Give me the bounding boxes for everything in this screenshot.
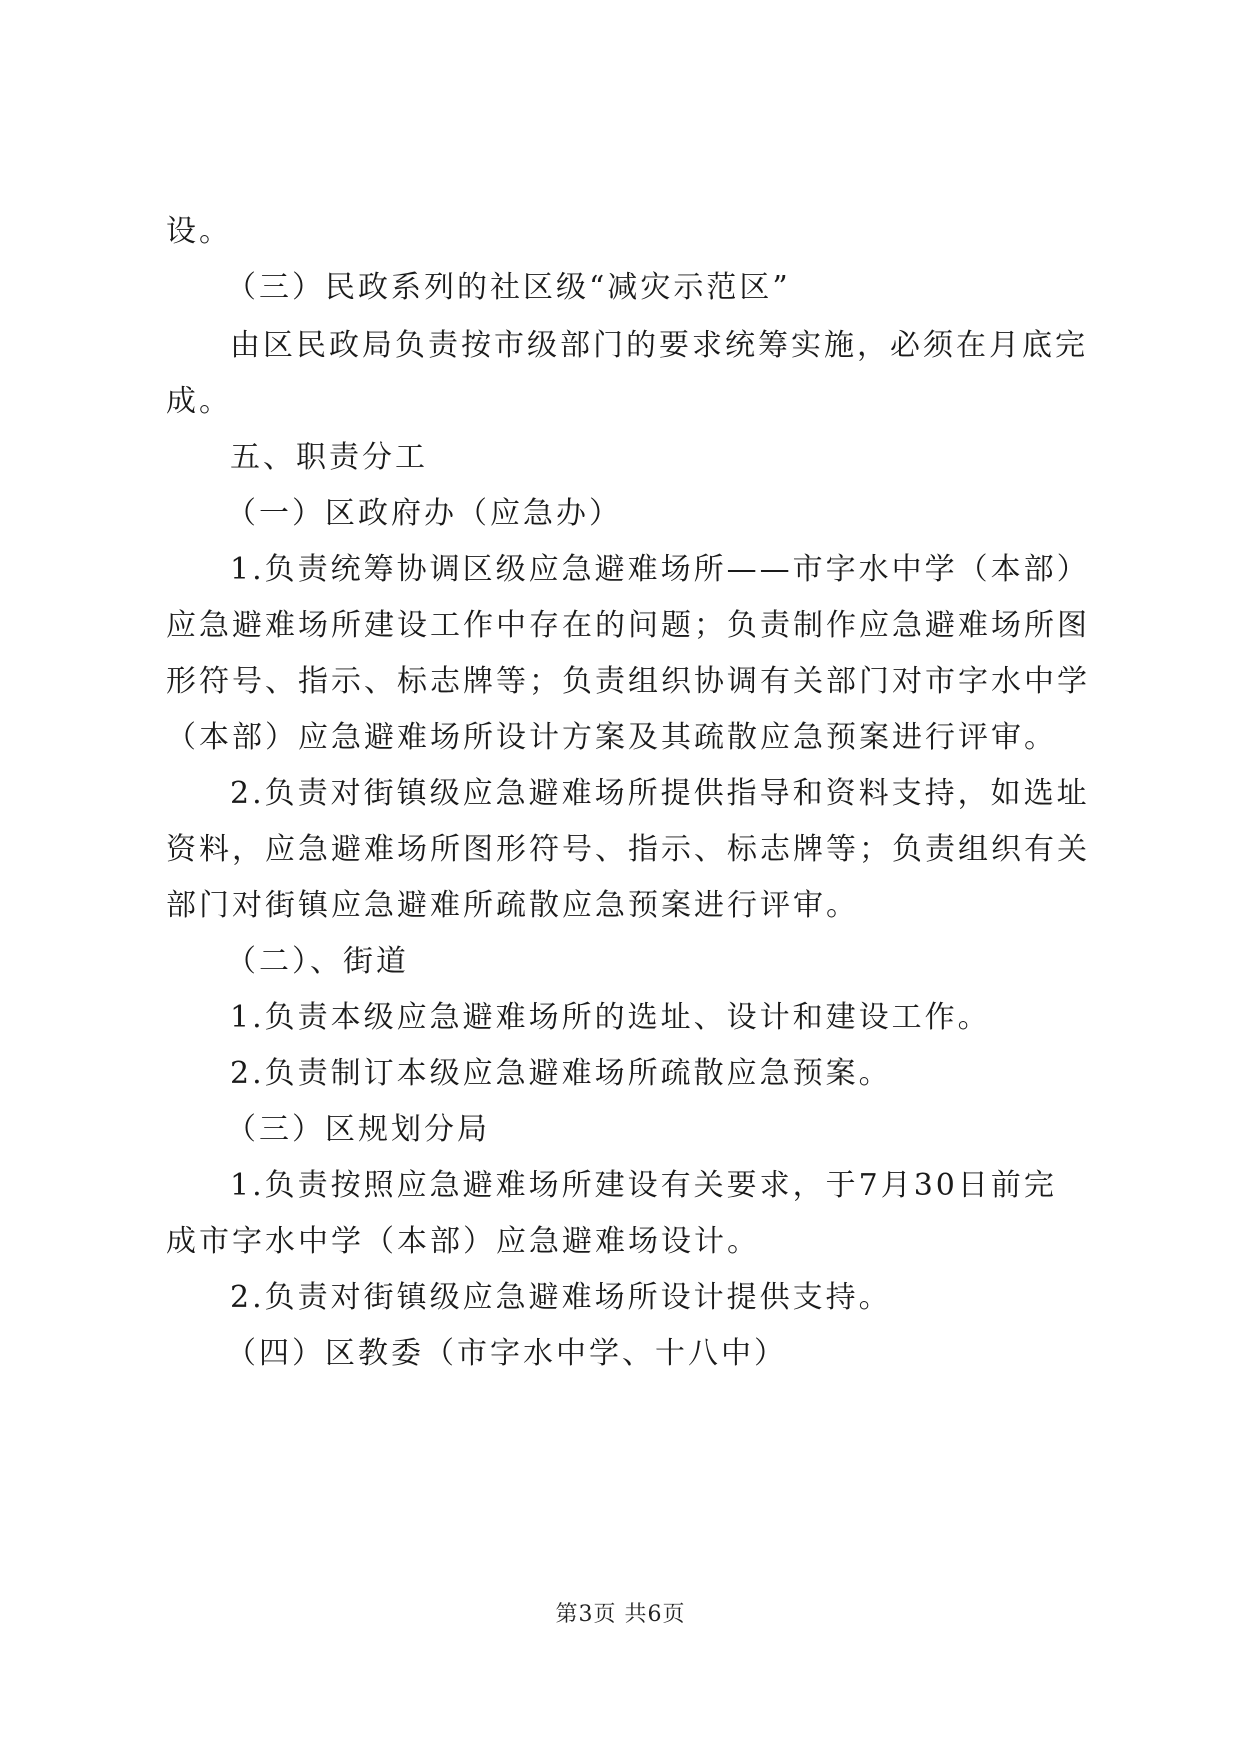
paragraph-line: 应急避难场所建设工作中存在的问题；负责制作应急避难场所图 (166, 608, 1090, 643)
paragraph-line: （本部）应急避难场所设计方案及其疏散应急预案进行评审。 (166, 720, 1057, 755)
paragraph-line: 形符号、指示、标志牌等；负责组织协调有关部门对市字水中学 (166, 664, 1090, 699)
paragraph-line: 2.负责对街镇级应急避难场所设计提供支持。 (230, 1280, 892, 1315)
text-line: 设。 (166, 214, 232, 249)
subsection-heading: （三）区规划分局 (226, 1112, 490, 1147)
subsection-heading: （二）、街道 (226, 944, 409, 979)
paragraph-line: 成市字水中学（本部）应急避难场设计。 (166, 1224, 760, 1259)
paragraph-line: 由区民政局负责按市级部门的要求统筹实施，必须在月底完 (230, 328, 1088, 363)
page-number-footer: 第3页 共6页 (555, 1602, 686, 1627)
section-heading: 五、职责分工 (230, 440, 428, 475)
paragraph-line: 2.负责制订本级应急避难场所疏散应急预案。 (230, 1056, 892, 1091)
paragraph-line: 1.负责统筹协调区级应急避难场所——市字水中学（本部） (230, 552, 1090, 587)
subsection-heading: （一）区政府办（应急办） (226, 496, 622, 531)
section-heading: （三）民政系列的社区级“减灾示范区” (226, 270, 791, 305)
paragraph-line: 成。 (166, 384, 232, 419)
paragraph-line: 资料，应急避难场所图形符号、指示、标志牌等；负责组织有关 (166, 832, 1090, 867)
paragraph-line: 1.负责按照应急避难场所建设有关要求，于7月30日前完 (230, 1168, 1057, 1203)
paragraph-line: 2.负责对街镇级应急避难场所提供指导和资料支持，如选址 (230, 776, 1090, 811)
paragraph-line: 1.负责本级应急避难场所的选址、设计和建设工作。 (230, 1000, 991, 1035)
subsection-heading: （四）区教委（市字水中学、十八中） (226, 1336, 787, 1371)
paragraph-line: 部门对街镇应急避难所疏散应急预案进行评审。 (166, 888, 859, 923)
